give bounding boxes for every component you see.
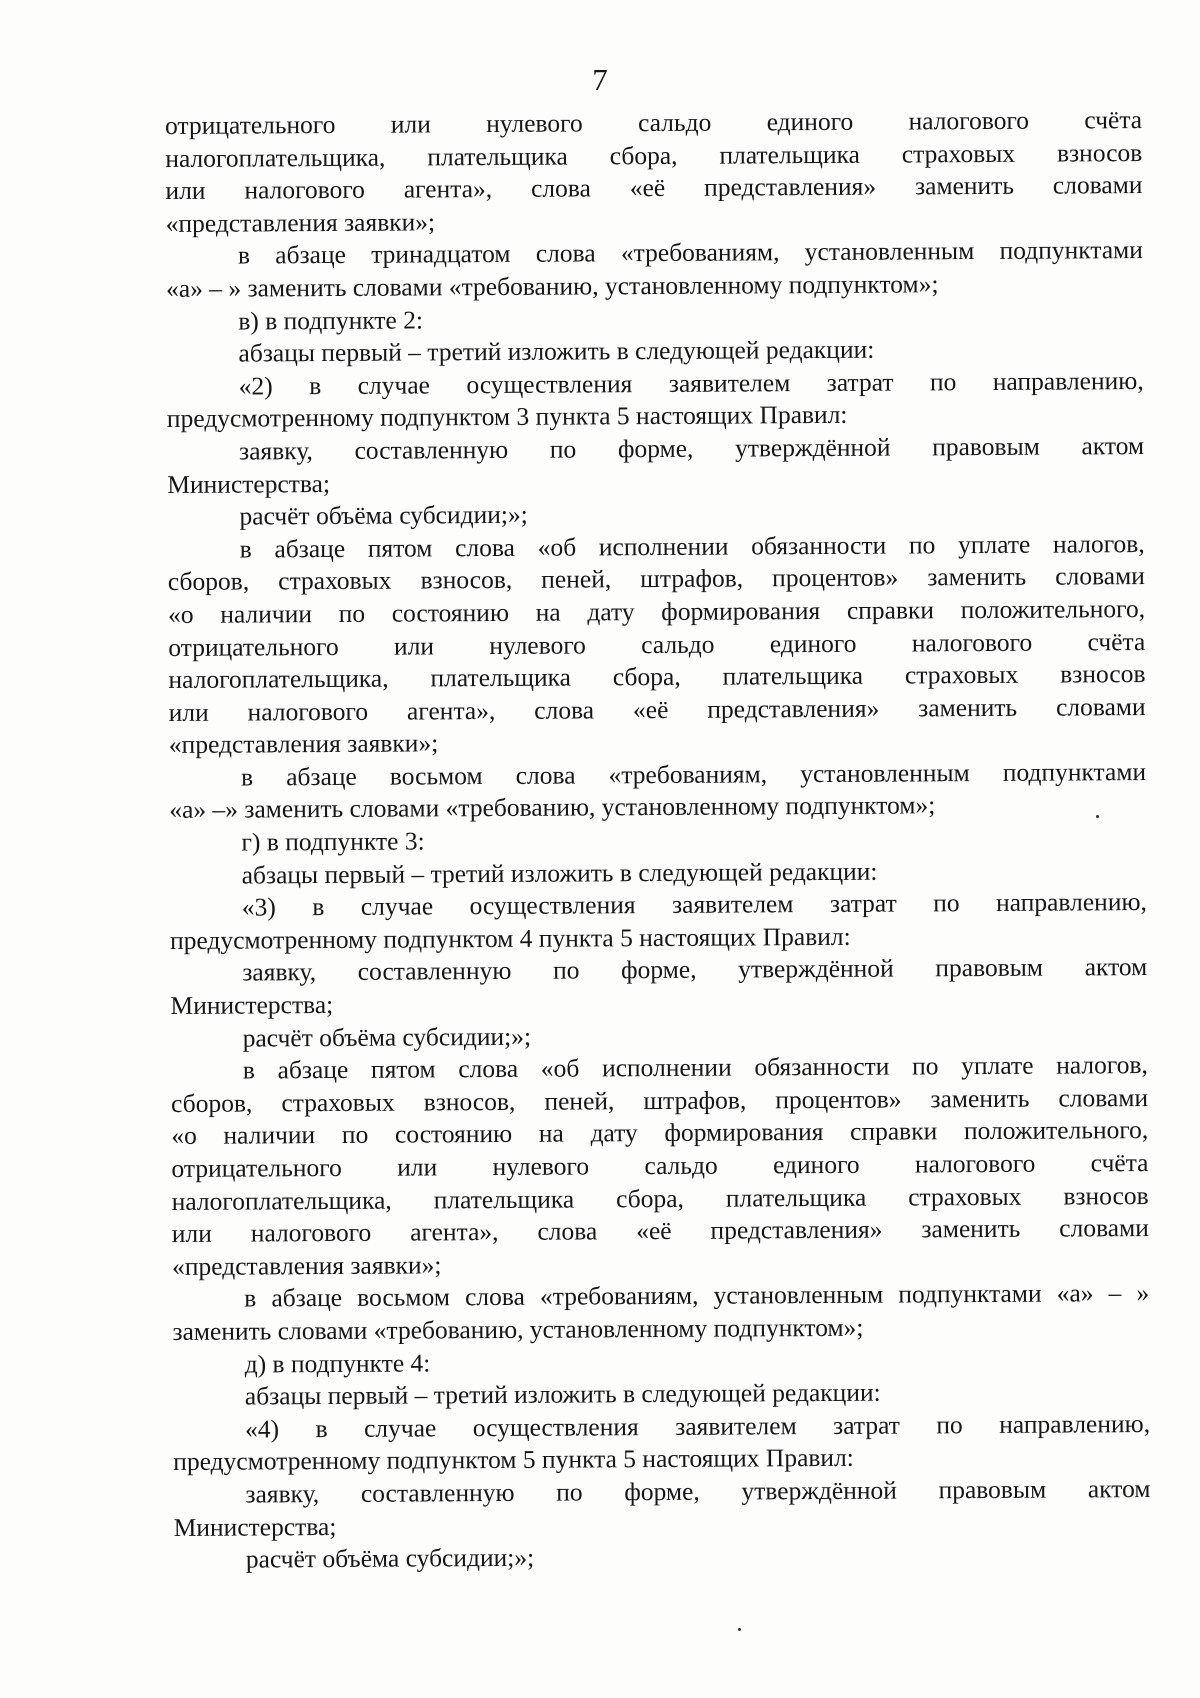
text-line: сборов, страховых взносов, пеней, штрафов, процентов» заменить словами (167, 561, 1145, 597)
text-line: налогоплательщика, плательщика сбора, плательщика страховых взносов (171, 1180, 1149, 1216)
text-line: или налогового агента», слова «её представления» заменить словами (168, 691, 1146, 727)
text-line: заменить словами «требованию, установленному подпунктом»; (172, 1312, 864, 1346)
text-line: предусмотренному подпунктом 5 пункта 5 настоящих Правил: (173, 1443, 854, 1477)
text-line: «представления заявки»; (168, 728, 439, 760)
text-line: «а» –» заменить словами «требованию, установленному подпунктом»; (169, 790, 936, 825)
text-line: расчёт объёма субсидии;»; (245, 1542, 535, 1574)
text-line: расчёт объёма субсидии;»; (239, 499, 528, 531)
text-line: или налогового агента», слова «её представления» заменить словами (171, 1213, 1149, 1249)
text-line: Министерства; (173, 1511, 337, 1542)
text-line: «представления заявки»; (171, 1250, 442, 1281)
text-line: в) в подпункте 2: (238, 304, 424, 336)
text-line: расчёт объёма субсидии;»; (242, 1021, 532, 1053)
text-line: г) в подпункте 3: (241, 826, 425, 857)
text-line: налогоплательщика, плательщика сбора, плательщика страховых взносов (168, 659, 1146, 695)
text-line: заявку, составленную по форме, утверждённой правовым актом (245, 1473, 1151, 1509)
page-number: 7 (592, 62, 608, 97)
text-line: «о наличии по состоянию на дату формирования справки положительного, (171, 1115, 1149, 1151)
text-line: абзацы первый – третий изложить в следующей редакции: (241, 856, 878, 890)
text-line: заявку, составленную по форме, утверждённой правовым актом (238, 430, 1145, 466)
text-line: предусмотренному подпунктом 3 пункта 5 настоящих Правил: (166, 400, 848, 434)
text-line: Министерства; (167, 468, 331, 499)
text-line: в абзаце восьмом слова «требованиям, установленным подпунктами «а» – » (244, 1278, 1150, 1313)
text-line: «3) в случае осуществления заявителем затрат по направлению, (241, 887, 1147, 922)
text-line: в абзаце пятом слова «об исполнении обязанности по уплате налогов, (242, 1050, 1148, 1085)
text-line: в абзаце восьмом слова «требованиям, установленным подпунктами (240, 756, 1147, 792)
text-line: в абзаце тринадцатом слова «требованиям, установленным подпунктами (237, 235, 1143, 270)
text-line: «о наличии по состоянию на дату формирования справки положительного, (167, 593, 1146, 629)
text-line: налогоплательщика, плательщика сбора, плательщика страховых взносов (165, 137, 1143, 173)
text-line: отрицательного или нулевого сальдо единого налогового счёта (165, 105, 1143, 140)
text-line: заявку, составленную по форме, утверждённой правовым актом (242, 952, 1148, 987)
scan-speck (1096, 815, 1099, 818)
text-line: абзацы первый – третий изложить в следующей редакции: (238, 334, 875, 368)
text-line: в абзаце пятом слова «об исполнении обязанности по уплате налогов, (239, 528, 1145, 564)
scan-speck (738, 1628, 741, 1631)
text-line: сборов, страховых взносов, пеней, штрафов, процентов» заменить словами (170, 1082, 1149, 1118)
text-line: предусмотренному подпунктом 4 пункта 5 настоящих Правил: (169, 921, 851, 955)
text-line: «4) в случае осуществления заявителем затрат по направлению, (244, 1408, 1151, 1444)
text-line: «а» – » заменить словами «требованию, установленному подпунктом»; (166, 269, 939, 303)
text-line: отрицательного или нулевого сальдо единого налогового счёта (171, 1148, 1149, 1183)
text-line: «2) в случае осуществления заявителем затрат по направлению, (238, 365, 1144, 401)
text-line: Министерства; (170, 990, 334, 1021)
document-body (165, 104, 1151, 1577)
text-line: отрицательного или нулевого сальдо единого налогового счёта (168, 626, 1146, 662)
text-line: абзацы первый – третий изложить в следующей редакции: (244, 1377, 881, 1411)
text-line: «представления заявки»; (165, 207, 436, 238)
text-line: или налогового агента», слова «её представления» заменить словами (165, 170, 1143, 206)
text-line: д) в подпункте 4: (244, 1347, 431, 1379)
